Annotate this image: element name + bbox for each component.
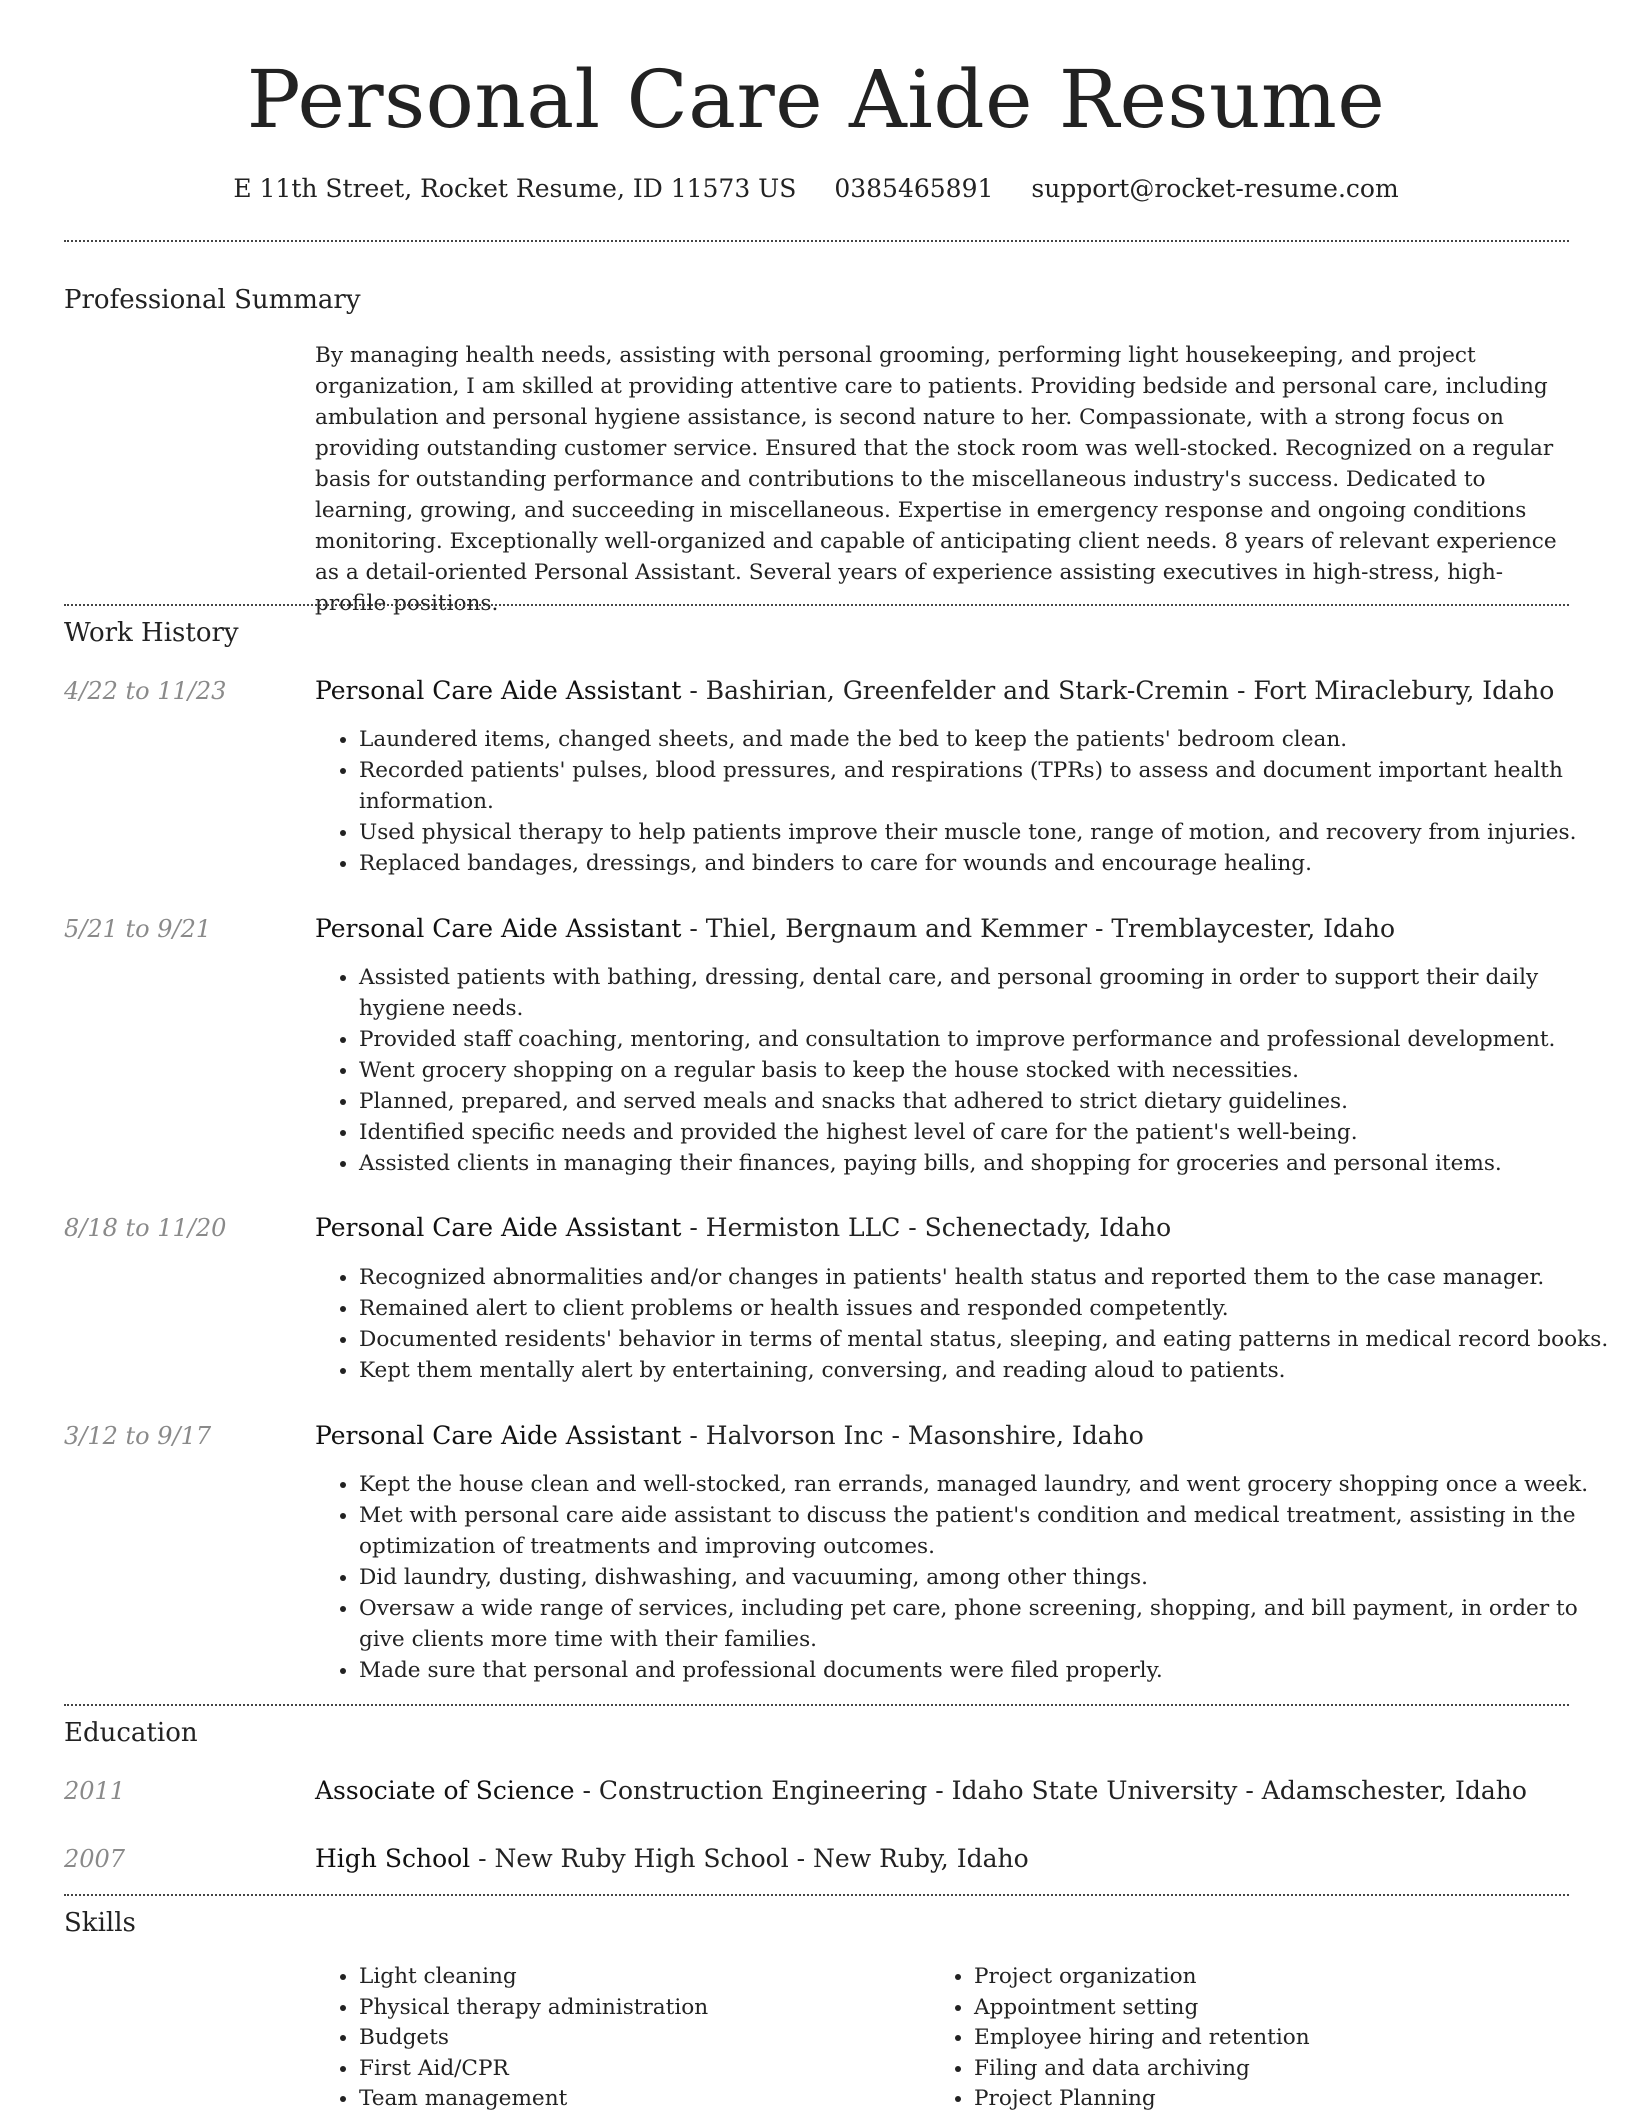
job-dates: 5/21 to 9/21 [64,915,212,943]
education-year: 2007 [64,1845,126,1873]
job-details: - Halvorson Inc - Masonshire, Idaho [681,1421,1144,1450]
list-item: • Met with personal care aide assistant to discuss the patient's condition and medical treatment, assisting in the optimization of treatments and improving outcomes. [359,1500,1615,1562]
list-item: • Assisted clients in managing their finances, paying bills, and shopping for groceries and personal items. [359,1148,1615,1179]
list-item: • Oversaw a wide range of services, including pet care, phone screening, shopping, and bill payment, in order to give clients more time with their families. [359,1593,1615,1655]
section-title-work-history: Work History [64,618,239,648]
list-item: • Recognized abnormalities and/or changes in patients' health status and reported them to the case manager. [359,1262,1615,1293]
education-degree: High School [315,1844,471,1873]
divider [64,240,1569,242]
job-heading [315,674,1571,708]
section-title-skills: Skills [64,1908,136,1938]
job-role: Personal Care Aide Assistant [315,676,682,705]
job-details: - Hermiston LLC - Schenectady, Idaho [681,1213,1172,1242]
list-item: • Laundered items, changed sheets, and made the bed to keep the patients' bedroom clean. [359,724,1615,755]
skill-item: • Light cleaning [359,1962,919,1993]
divider [64,1704,1569,1706]
contact-phone: 0385465891 [834,174,994,203]
job-dates: 4/22 to 11/23 [64,677,227,705]
list-item: • Did laundry, dusting, dishwashing, and vacuuming, among other things. [359,1562,1615,1593]
list-item: • Went grocery shopping on a regular basis to keep the house stocked with necessities. [359,1055,1615,1086]
skill-item: • Budgets [359,2023,919,2054]
job-heading [315,1419,1571,1453]
contact-line [0,172,1632,206]
list-item: • Identified specific needs and provided the highest level of care for the patient's well-being. [359,1117,1615,1148]
skill-item: • Project Planning [974,2084,1534,2115]
list-item: • Remained alert to client problems or health issues and responded competently. [359,1293,1615,1324]
list-item: • Assisted patients with bathing, dressing, dental care, and personal grooming in order to support their daily hygiene needs. [359,962,1615,1024]
list-item: • Used physical therapy to help patients improve their muscle tone, range of motion, and recovery from injuries. [359,817,1615,848]
divider [64,1894,1569,1896]
job-bullets [315,962,1615,1179]
job-dates: 3/12 to 9/17 [64,1422,212,1450]
education-heading [315,1774,1571,1808]
job-dates: 8/18 to 11/20 [64,1214,227,1242]
skill-item: • Project organization [974,1962,1534,1993]
education-degree: Associate of Science [315,1776,575,1805]
list-item: • Provided staff coaching, mentoring, and consultation to improve performance and professional development. [359,1024,1615,1055]
list-item: • Recorded patients' pulses, blood pressures, and respirations (TPRs) to assess and document important health information. [359,755,1615,817]
resume-title: Personal Care Aide Resume [246,53,1386,146]
job-heading [315,1211,1571,1245]
skills-list-right [930,1962,1534,2115]
job-role: Personal Care Aide Assistant [315,914,682,943]
section-title-education: Education [64,1718,198,1748]
job-role: Personal Care Aide Assistant [315,1421,682,1450]
skill-item: • Team management [359,2084,919,2115]
job-details: - Bashirian, Greenfelder and Stark-Cremin - Fort Miraclebury, Idaho [681,676,1555,705]
job-heading [315,912,1571,946]
skill-item: • Appointment setting [974,1993,1534,2024]
job-details: - Thiel, Bergnaum and Kemmer - Tremblaycester, Idaho [681,914,1396,943]
education-year: 2011 [64,1777,126,1805]
job-bullets [315,724,1615,879]
skills-list-left [315,1962,919,2115]
job-bullets [315,1262,1615,1386]
list-item: • Kept them mentally alert by entertaining, conversing, and reading aloud to patients. [359,1355,1615,1386]
list-item: • Made sure that personal and professional documents were filed properly. [359,1655,1615,1686]
summary-text: By managing health needs, assisting with personal grooming, performing light housekeeping, and project organization, I am skilled at providing attentive care to patients. Providing bedside and personal care, including ambulation and personal hygiene assistance, is second nature to her. Compassionate, with a strong focus on providing outstanding customer service. Ensured that the stock room was well-stocked. Recognized on a regular basis for outstanding performance and contributions to the miscellaneous industry's success. Dedicated to learning, growing, and succeeding in miscellaneous. Expertise in emergency response and ongoing conditions monitoring. Exceptionally well-organized and capable of anticipating client needs. 8 years of relevant experience as a detail-oriented Personal Assistant. Several years of experience assisting executives in high-stress, high-profile positions. [315,343,1557,616]
contact-address: E 11th Street, Rocket Resume, ID 11573 US [233,174,797,203]
education-details: - Construction Engineering - Idaho State University - Adamschester, Idaho [574,1776,1527,1805]
education-heading [315,1842,1571,1876]
list-item: • Replaced bandages, dressings, and binders to care for wounds and encourage healing. [359,848,1615,879]
list-item: • Planned, prepared, and served meals and snacks that adhered to strict dietary guidelines. [359,1086,1615,1117]
job-bullets [315,1469,1615,1686]
divider [64,604,1569,606]
skill-item: • Filing and data archiving [974,2054,1534,2085]
section-title-summary: Professional Summary [64,285,361,315]
contact-email: support@rocket-resume.com [1031,174,1399,203]
job-role: Personal Care Aide Assistant [315,1213,682,1242]
education-details: - New Ruby High School - New Ruby, Idaho [470,1844,1029,1873]
skill-item: • Physical therapy administration [359,1993,919,2024]
list-item: • Kept the house clean and well-stocked, ran errands, managed laundry, and went grocery shopping once a week. [359,1469,1615,1500]
skill-item: • First Aid/CPR [359,2054,919,2085]
skill-item: • Employee hiring and retention [974,2023,1534,2054]
list-item: • Documented residents' behavior in terms of mental status, sleeping, and eating patterns in medical record books. [359,1324,1615,1355]
